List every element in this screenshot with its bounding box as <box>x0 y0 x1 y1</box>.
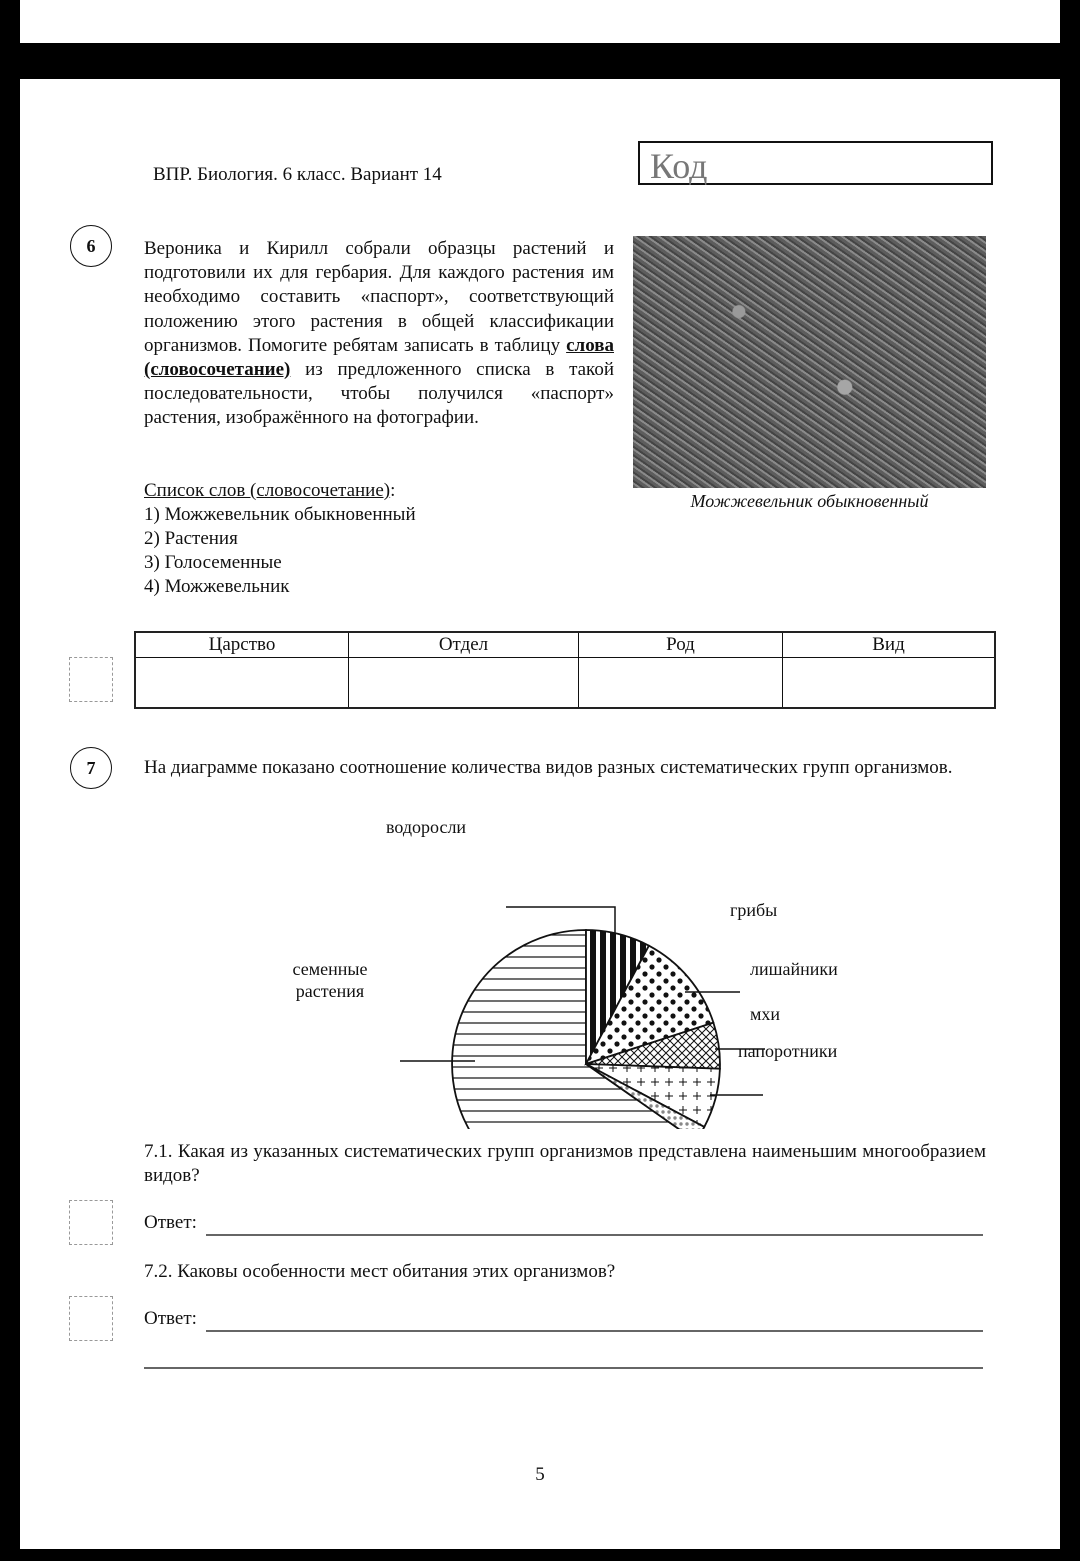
table-cell-species[interactable] <box>783 658 996 709</box>
pie-label-fungi: грибы <box>730 900 778 920</box>
word-list-colon: : <box>390 480 396 501</box>
task-6-score-box[interactable] <box>69 657 113 702</box>
table-cell-division[interactable] <box>349 658 579 709</box>
word-list-heading <box>144 479 614 503</box>
word-list-heading-text: Список слов (словосочетание) <box>144 480 391 501</box>
word-list <box>144 479 614 599</box>
word-list-item: 2) Растения <box>144 528 238 549</box>
pie-label-seed-plants: семенные растения <box>292 959 368 1001</box>
worksheet-page <box>20 79 1060 1549</box>
juniper-photo <box>633 236 986 488</box>
task-7-intro: На диаграмме показано соотношение количества видов разных систематических групп организмов. <box>144 757 953 778</box>
answer-7-1-input[interactable] <box>206 1212 983 1236</box>
table-cell-genus[interactable] <box>579 658 783 709</box>
question-7-2: 7.2. Каковы особенности мест обитания этих организмов? <box>144 1261 616 1282</box>
answer-7-1-label: Ответ: <box>144 1212 197 1233</box>
answer-7-2-input[interactable] <box>206 1308 983 1332</box>
photo-caption: Можжевельник обыкновенный <box>690 491 929 511</box>
task-6-number: 6 <box>70 225 112 267</box>
table-header-species: Вид <box>783 632 996 658</box>
task-7-2-score-box[interactable] <box>69 1296 113 1341</box>
pie-label-ferns: папоротники <box>738 1041 838 1061</box>
table-header-kingdom: Царство <box>135 632 349 658</box>
top-margin-strip <box>20 0 1060 43</box>
passport-table <box>134 631 996 709</box>
word-list-item: 1) Можжевельник обыкновенный <box>144 504 416 525</box>
task-7-1-score-box[interactable] <box>69 1200 113 1245</box>
code-field[interactable] <box>638 141 993 185</box>
word-list-item: 3) Голосеменные <box>144 552 282 573</box>
page-number: 5 <box>535 1464 545 1485</box>
table-header-division: Отдел <box>349 632 579 658</box>
task-6-text-part1: Вероника и Кирилл собрали образцы растений и подготовили их для гербария. Для каждого растения им необходимо составить «паспорт», соответствующий положению этого растения в общей классификации организмов. Помогите ребятам записать в таблицу <box>144 238 614 356</box>
word-list-item: 4) Можжевельник <box>144 576 290 597</box>
task-6-emphasis: слова (словосочетание) <box>144 334 614 381</box>
table-header-genus: Род <box>579 632 783 658</box>
table-cell-kingdom[interactable] <box>135 658 349 709</box>
pie-label-algae: водоросли <box>386 817 467 837</box>
answer-7-2-input-line2[interactable] <box>144 1345 983 1369</box>
code-label: Код <box>650 146 708 186</box>
question-7-1: 7.1. Какая из указанных систематических групп организмов представлена наименьшим многообразием видов? <box>144 1141 986 1187</box>
task-6-text <box>144 237 614 431</box>
answer-7-2-label: Ответ: <box>144 1308 197 1329</box>
task-7-number: 7 <box>70 747 112 789</box>
pie-label-mosses: мхи <box>750 1004 781 1024</box>
pie-label-lichens: лишайники <box>750 959 838 979</box>
task-6-text-part2: из предложенного списка в такой последовательности, чтобы получился «паспорт» растения, изображённого на фотографии. <box>144 359 614 429</box>
page-header-title: ВПР. Биология. 6 класс. Вариант 14 <box>153 164 442 185</box>
